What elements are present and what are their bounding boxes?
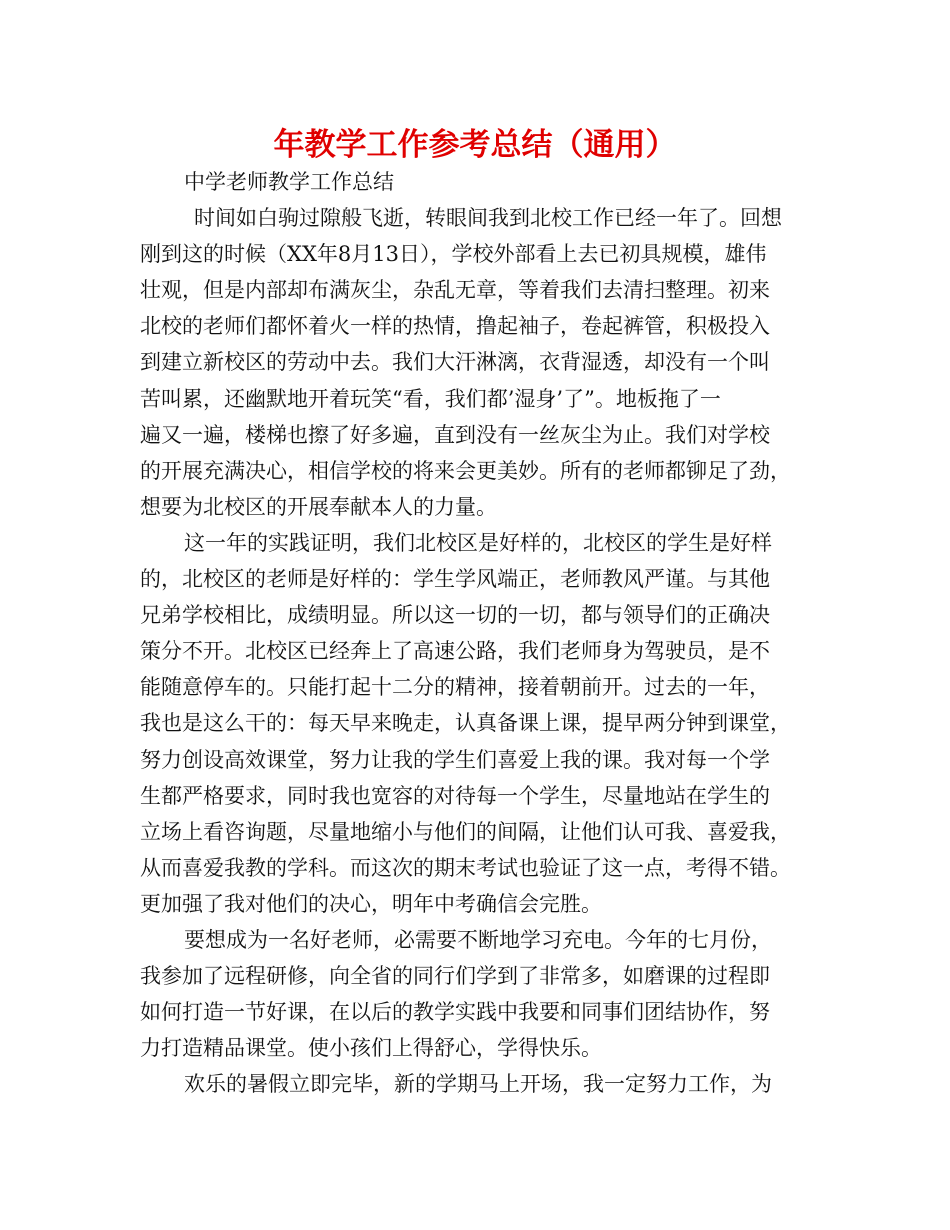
paragraph-line: 如何打造一节好课，在以后的教学实践中我要和同事们团结协作，努 — [140, 1000, 770, 1025]
document-title: 年教学工作参考总结（通用） — [273, 127, 677, 163]
paragraph-line: 想要为北校区的开展奉献本人的力量。 — [140, 494, 497, 519]
paragraph-line: 这一年的实践证明，我们北校区是好样的，北校区的学生是好样 — [184, 530, 772, 555]
paragraph-line: 策分不开。北校区已经奔上了高速公路，我们老师身为驾驶员，是不 — [140, 639, 770, 664]
paragraph-line: 苦叫累，还幽默地开着玩笑“看，我们都’湿身’了”。地板拖了一 — [140, 386, 721, 411]
paragraph-line: 的开展充满决心，相信学校的将来会更美妙。所有的老师都铆足了劲， — [140, 458, 791, 483]
paragraph-line: 欢乐的暑假立即完毕，新的学期马上开场，我一定努力工作，为 — [184, 1072, 772, 1097]
paragraph-line: 更加强了我对他们的决心，明年中考确信会完胜。 — [140, 891, 602, 916]
paragraph-line: 要想成为一名好老师，必需要不断地学习充电。今年的七月份， — [184, 927, 772, 952]
paragraph-line: 到建立新校区的劳动中去。我们大汗淋漓，衣背湿透，却没有一个叫 — [140, 350, 770, 375]
paragraph-line: 我也是这么干的：每天早来晚走，认真备课上课，提早两分钟到课堂， — [140, 711, 791, 736]
paragraph-line: 我参加了远程研修，向全省的同行们学到了非常多，如磨课的过程即 — [140, 964, 770, 989]
paragraph-line: 从而喜爱我教的学科。而这次的期末考试也验证了这一点，考得不错。 — [140, 855, 791, 880]
paragraph-line: 北校的老师们都怀着火一样的热情，撸起袖子，卷起裤管，积极投入 — [140, 314, 770, 339]
paragraph-line: 生都严格要求，同时我也宽容的对待每一个学生，尽量地站在学生的 — [140, 783, 770, 808]
paragraph-line: 遍又一遍，楼梯也擦了好多遍，直到没有一丝灰尘为止。我们对学校 — [140, 422, 770, 447]
paragraph-line: 刚到这的时候（XX年8月13日），学校外部看上去已初具规模，雄伟 — [140, 242, 767, 267]
subtitle-line: 中学老师教学工作总结 — [184, 170, 394, 194]
paragraph-line: 力打造精品课堂。使小孩们上得舒心，学得快乐。 — [140, 1036, 602, 1061]
document-body — [140, 164, 840, 1102]
paragraph-line: 努力创设高效课堂，努力让我的学生们喜爱上我的课。我对每一个学 — [140, 747, 770, 772]
paragraph-line: 的，北校区的老师是好样的：学生学风端正，老师教风严谨。与其他 — [140, 567, 770, 592]
paragraph-line: 立场上看咨询题，尽量地缩小与他们的间隔，让他们认可我、喜爱我， — [140, 819, 791, 844]
paragraph-line: 兄弟学校相比，成绩明显。所以这一切的一切，都与领导们的正确决 — [140, 603, 770, 628]
paragraph-line: 壮观，但是内部却布满灰尘，杂乱无章，等着我们去清扫整理。初来 — [140, 278, 770, 303]
paragraph-line: 时间如白驹过隙般飞逝，转眼间我到北校工作已经一年了。回想 — [194, 206, 782, 231]
paragraph-line: 能随意停车的。只能打起十二分的精神，接着朝前开。过去的一年， — [140, 675, 770, 700]
